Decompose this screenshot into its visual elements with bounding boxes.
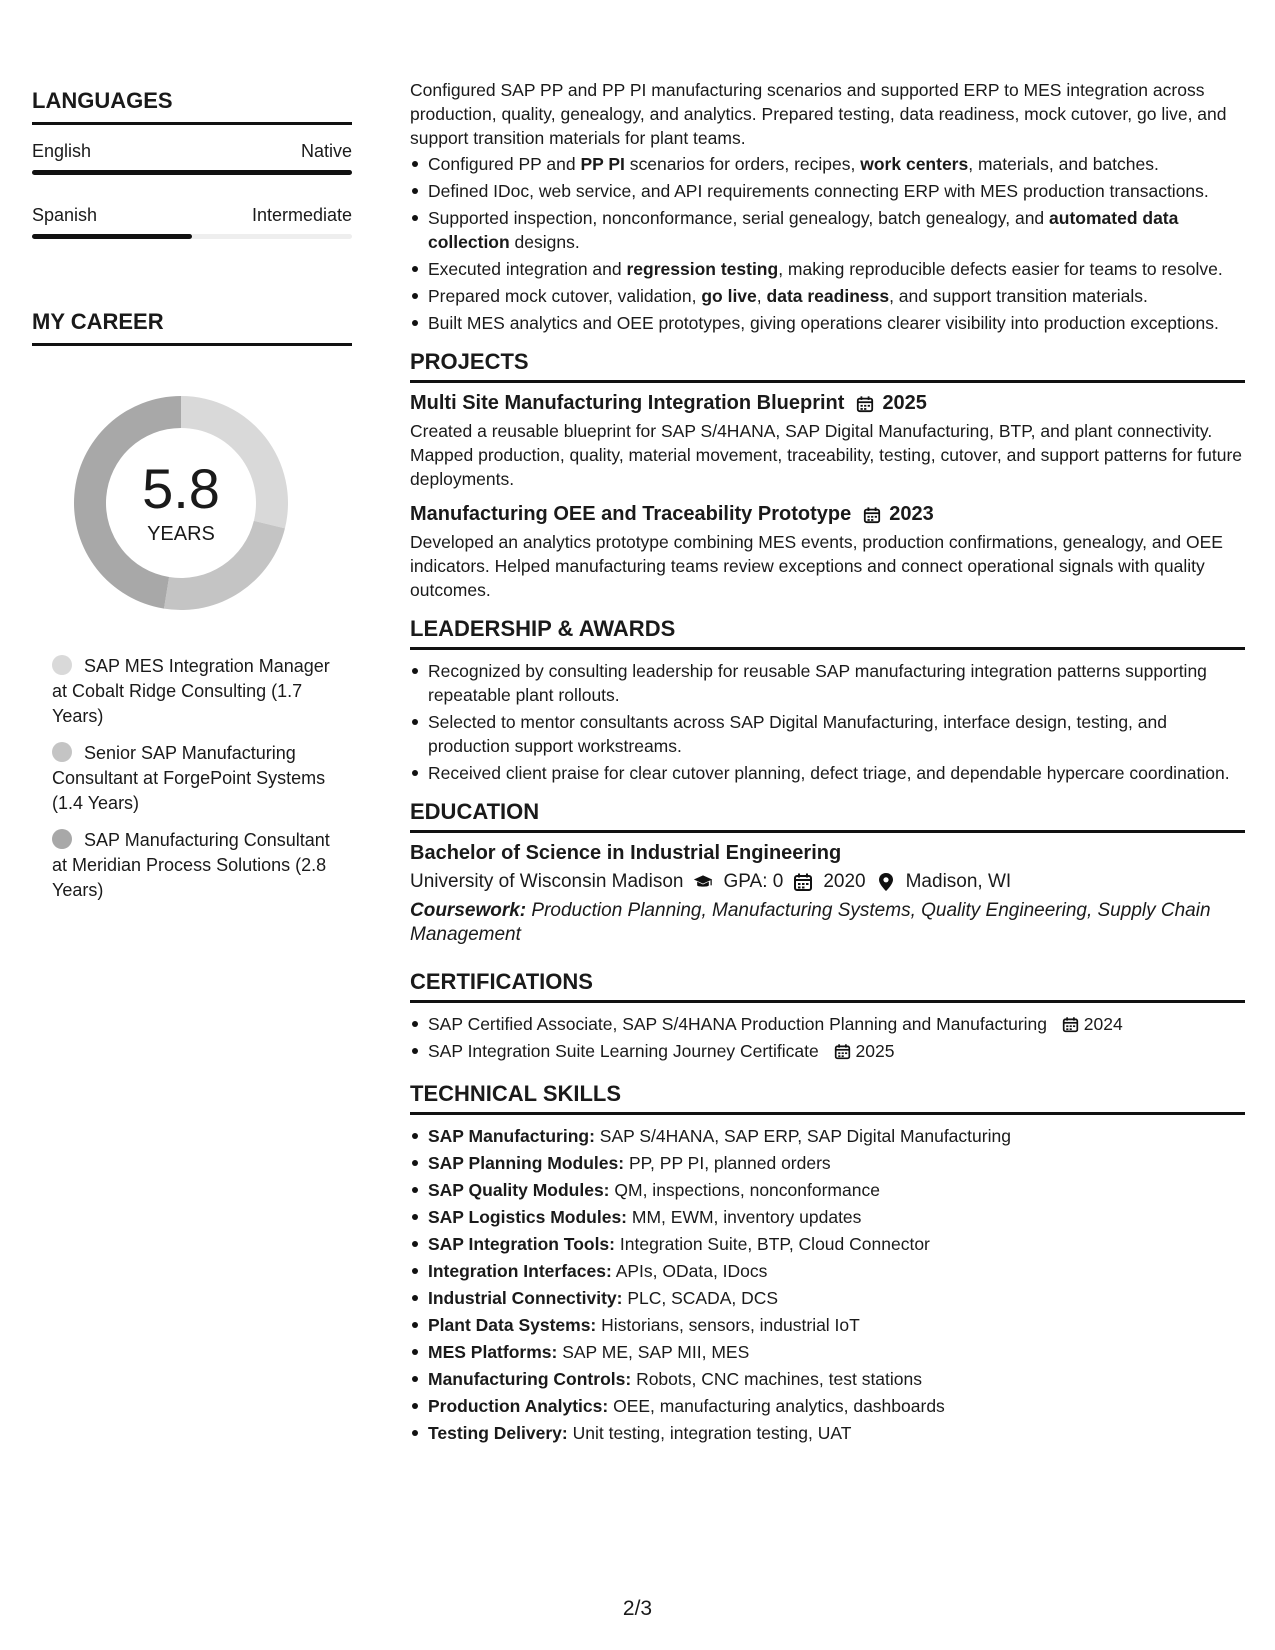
language-proficiency-bar [32, 170, 352, 175]
legend-item [52, 654, 332, 729]
graduation-year: 2020 [823, 871, 866, 892]
legend-item [52, 741, 332, 816]
project-year: 2025 [882, 392, 927, 414]
calendar-icon [793, 872, 813, 892]
project-name: Manufacturing OEE and Traceability Prototype [410, 503, 852, 525]
bullet-emphasis: automated data collection [428, 208, 1179, 252]
skill-values: SAP S/4HANA, SAP ERP, SAP Digital Manufacturing [599, 1126, 1011, 1146]
experience-summary: Configured SAP PP and PP PI manufacturing scenarios and supported ERP to MES integration across production, quality, genealogy, and analytics. Prepared testing, data readiness, mock cutover, go live, and support transition materials for plant teams. [410, 80, 1227, 148]
project-year: 2023 [889, 503, 934, 525]
section-divider [32, 343, 352, 346]
skills-list [410, 1124, 1245, 1445]
section-divider [410, 1112, 1245, 1115]
career-title: MY CAREER [32, 309, 164, 334]
location-pin-icon [876, 872, 896, 892]
degree-name: Bachelor of Science in Industrial Engineering [410, 842, 842, 864]
languages-title: LANGUAGES [32, 88, 173, 113]
language-level: Intermediate [251, 205, 352, 225]
education-section [410, 799, 1245, 947]
calendar-icon [1062, 1016, 1079, 1033]
bullet-emphasis: data readiness [766, 286, 890, 306]
skill-item [428, 1394, 1245, 1418]
experience-bullets [410, 152, 1245, 335]
bullet-text: scenarios for orders, recipes, [624, 154, 861, 174]
experience-bullet [428, 179, 1245, 203]
certification-name: SAP Integration Suite Learning Journey Certificate [428, 1041, 819, 1061]
bullet-text: , [756, 286, 767, 306]
bullet-text: Supported inspection, nonconformance, serial genealogy, batch genealogy, and [428, 208, 1050, 228]
certifications-section [410, 969, 1245, 1063]
section-divider [32, 122, 352, 125]
coursework-label: Coursework: [410, 900, 527, 921]
skill-category: Integration Interfaces: [428, 1261, 612, 1281]
leadership-list [410, 659, 1245, 785]
projects-title: PROJECTS [410, 349, 529, 374]
skill-category: SAP Manufacturing: [428, 1126, 595, 1146]
leadership-item: Received client praise for clear cutover planning, defect triage, and dependable hypercare coordination. [428, 761, 1245, 785]
language-row [32, 141, 352, 162]
career-donut-chart [66, 388, 296, 618]
bullet-emphasis: go live [701, 286, 757, 306]
skill-item [428, 1124, 1245, 1148]
skill-category: Industrial Connectivity: [428, 1288, 623, 1308]
career-section [32, 309, 352, 903]
experience-bullet [428, 257, 1245, 281]
section-divider [410, 830, 1245, 833]
language-row [32, 205, 352, 226]
project-date [863, 503, 934, 526]
leadership-item: Recognized by consulting leadership for reusable SAP manufacturing integration patterns supporting repeatable plant rollouts. [428, 659, 1245, 707]
certification-year: 2024 [1083, 1014, 1123, 1034]
skill-item [428, 1286, 1245, 1310]
bullet-emphasis: work centers [860, 154, 969, 174]
skill-values: Robots, CNC machines, test stations [636, 1369, 923, 1389]
skills-title: TECHNICAL SKILLS [410, 1081, 622, 1106]
experience-bullet [428, 311, 1245, 335]
certification-item [428, 1039, 1245, 1063]
skill-values: Unit testing, integration testing, UAT [572, 1423, 852, 1443]
bullet-text: Built MES analytics and OEE prototypes, giving operations clearer visibility into production exceptions. [428, 313, 1219, 333]
projects-section [410, 349, 1245, 602]
bullet-text: , and support transition materials. [889, 286, 1148, 306]
project-date [856, 392, 927, 415]
language-name: English [32, 141, 92, 161]
bullet-text: , materials, and batches. [968, 154, 1159, 174]
skill-category: SAP Logistics Modules: [428, 1207, 628, 1227]
legend-swatch [52, 829, 72, 849]
project-item [410, 503, 1245, 602]
legend-label: SAP MES Integration Manager at Cobalt Ridge Consulting (1.7 Years) [52, 656, 330, 726]
gpa: GPA: 0 [723, 871, 784, 892]
bullet-text: Prepared mock cutover, validation, [428, 286, 702, 306]
school-name: University of Wisconsin Madison [410, 871, 684, 892]
skill-item [428, 1151, 1245, 1175]
skill-category: Plant Data Systems: [428, 1315, 597, 1335]
skill-values: Historians, sensors, industrial IoT [601, 1315, 860, 1335]
project-description: Created a reusable blueprint for SAP S/4HANA, SAP Digital Manufacturing, BTP, and plant connectivity. Mapped production, quality, material movement, traceability, testing, cutover, and support patterns for future deployments. [410, 421, 1243, 489]
skill-category: SAP Integration Tools: [428, 1234, 615, 1254]
skill-values: QM, inspections, nonconformance [614, 1180, 880, 1200]
bullet-text: , making reproducible defects easier for teams to resolve. [778, 259, 1223, 279]
experience-block [410, 78, 1245, 335]
skill-item [428, 1340, 1245, 1364]
project-item [410, 392, 1245, 491]
skill-values: OEE, manufacturing analytics, dashboards [613, 1396, 945, 1416]
education-details [410, 871, 1245, 893]
skill-category: SAP Planning Modules: [428, 1153, 625, 1173]
experience-bullet [428, 284, 1245, 308]
skill-category: Production Analytics: [428, 1396, 609, 1416]
experience-bullet [428, 152, 1245, 176]
bullet-text: designs. [509, 232, 580, 252]
skill-category: MES Platforms: [428, 1342, 558, 1362]
calendar-icon [834, 1043, 851, 1060]
certification-name: SAP Certified Associate, SAP S/4HANA Production Planning and Manufacturing [428, 1014, 1048, 1034]
bullet-text: Configured PP and [428, 154, 581, 174]
project-header [410, 503, 1245, 526]
donut-center [66, 388, 296, 618]
skill-category: Testing Delivery: [428, 1423, 568, 1443]
skill-item [428, 1421, 1245, 1445]
section-divider [410, 647, 1245, 650]
leadership-item: Selected to mentor consultants across SAP Digital Manufacturing, interface design, testing, and production support workstreams. [428, 710, 1245, 758]
skill-item [428, 1205, 1245, 1229]
bullet-emphasis: regression testing [626, 259, 779, 279]
language-proficiency-fill [32, 234, 192, 239]
skill-item [428, 1232, 1245, 1256]
career-total-unit: YEARS [147, 522, 215, 545]
legend-label: Senior SAP Manufacturing Consultant at ForgePoint Systems (1.4 Years) [52, 743, 326, 813]
project-name: Multi Site Manufacturing Integration Blueprint [410, 392, 845, 414]
skill-item [428, 1313, 1245, 1337]
leadership-section [410, 616, 1245, 785]
page-indicator: 2/3 [622, 1597, 653, 1620]
skill-item [428, 1367, 1245, 1391]
career-total-years: 5.8 [142, 456, 220, 520]
skill-values: SAP ME, SAP MII, MES [562, 1342, 750, 1362]
project-header [410, 392, 1245, 415]
career-legend [52, 654, 352, 903]
skill-item [428, 1259, 1245, 1283]
languages-section [32, 88, 352, 239]
language-proficiency-bar [32, 234, 352, 239]
skills-section [410, 1081, 1245, 1445]
skill-values: PP, PP PI, planned orders [628, 1153, 831, 1173]
coursework [410, 899, 1245, 947]
language-proficiency-fill [32, 170, 352, 175]
right-column [410, 78, 1245, 1448]
skill-values: Integration Suite, BTP, Cloud Connector [619, 1234, 930, 1254]
legend-label: SAP Manufacturing Consultant at Meridian Process Solutions (2.8 Years) [52, 830, 330, 900]
skill-values: MM, EWM, inventory updates [631, 1207, 862, 1227]
bullet-text: Defined IDoc, web service, and API requirements connecting ERP with MES production transactions. [428, 181, 1209, 201]
section-divider [410, 380, 1245, 383]
skill-values: PLC, SCADA, DCS [627, 1288, 779, 1308]
legend-swatch [52, 655, 72, 675]
skill-category: Manufacturing Controls: [428, 1369, 632, 1389]
bullet-text: Executed integration and [428, 259, 627, 279]
certifications-list [410, 1012, 1245, 1063]
skill-values: APIs, OData, IDocs [615, 1261, 768, 1281]
calendar-icon [863, 506, 881, 524]
legend-swatch [52, 742, 72, 762]
bullet-emphasis: PP PI [580, 154, 625, 174]
coursework-list: Production Planning, Manufacturing Systems, Quality Engineering, Supply Chain Management [410, 900, 1211, 945]
school-location: Madison, WI [905, 871, 1012, 892]
language-name: Spanish [32, 205, 98, 225]
certifications-title: CERTIFICATIONS [410, 969, 593, 994]
language-level: Native [300, 141, 352, 161]
experience-bullet [428, 206, 1245, 254]
education-title: EDUCATION [410, 799, 540, 824]
legend-item [52, 828, 332, 903]
project-description: Developed an analytics prototype combining MES events, production confirmations, genealogy, and OEE indicators. Helped manufacturing teams review exceptions and connect operational signals with quality outcomes. [410, 532, 1223, 600]
calendar-icon [856, 395, 874, 413]
skill-item [428, 1178, 1245, 1202]
skill-category: SAP Quality Modules: [428, 1180, 610, 1200]
section-divider [410, 1000, 1245, 1003]
certification-year: 2025 [855, 1041, 895, 1061]
leadership-title: LEADERSHIP & AWARDS [410, 616, 676, 641]
left-column [32, 88, 352, 915]
certification-item [428, 1012, 1245, 1036]
graduation-cap-icon [693, 872, 713, 892]
